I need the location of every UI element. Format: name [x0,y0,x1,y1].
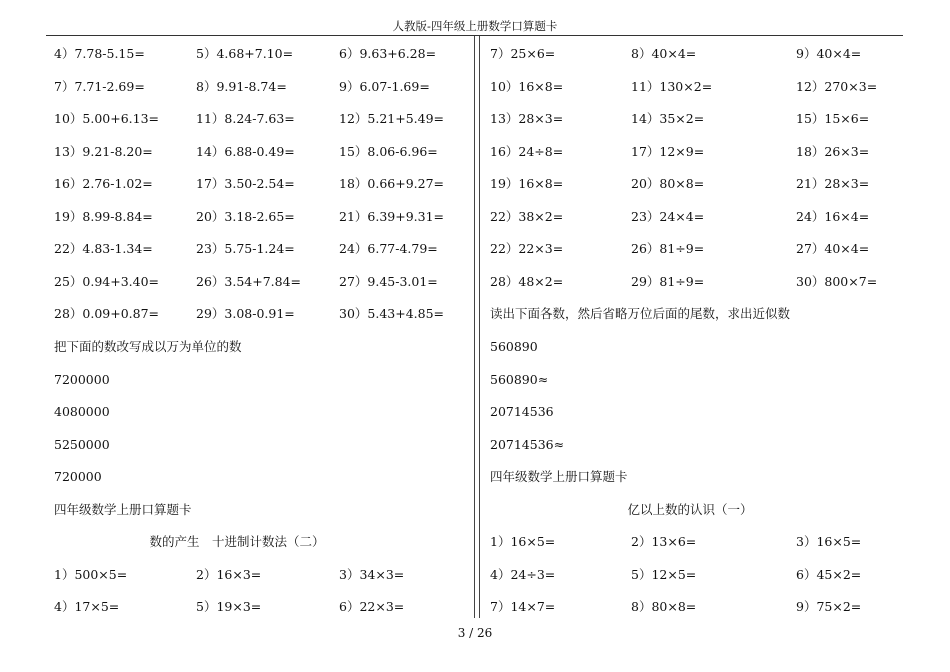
arithmetic-problem: 13）9.21-8.20= [54,143,153,159]
arithmetic-problem: 2）16×3= [196,566,262,582]
arithmetic-problem: 26）81÷9= [631,241,705,257]
arithmetic-problem: 11）8.24-7.63= [196,111,295,127]
arithmetic-problem: 16）2.76-1.02= [54,176,153,192]
arithmetic-problem: 7）14×7= [490,599,556,615]
arithmetic-problem: 18）26×3= [796,143,870,159]
page-number: 3 / 26 [457,626,493,640]
exercise-heading: 把下面的数改写成以万为单位的数 [54,338,242,354]
number-item: 20714536 [490,404,554,420]
arithmetic-problem: 8）40×4= [631,46,697,61]
arithmetic-problem: 6）45×2= [796,566,862,582]
arithmetic-problem: 25）0.94+3.40= [54,273,160,289]
arithmetic-problem: 22）22×3= [490,241,564,257]
arithmetic-problem: 21）6.39+9.31= [339,208,445,224]
arithmetic-problem: 28）48×2= [490,273,564,289]
section-title: 亿以上数的认识（一） [627,501,753,517]
arithmetic-problem: 4）24÷3= [490,566,556,582]
arithmetic-problem: 8）80×8= [631,599,697,615]
arithmetic-problem: 6）9.63+6.28= [339,46,437,61]
arithmetic-problem: 8）9.91-8.74= [196,78,287,94]
section-title: 数的产生 十进制计数法（二） [149,534,325,550]
arithmetic-problem: 26）3.54+7.84= [196,273,302,289]
arithmetic-problem: 15）8.06-6.96= [339,143,438,159]
page-header-title: 人教版-四年级上册数学口算题卡 [392,19,558,33]
arithmetic-problem: 14）35×2= [631,111,705,127]
arithmetic-problem: 9）75×2= [796,599,862,615]
arithmetic-problem: 30）800×7= [796,273,878,289]
arithmetic-problem: 29）81÷9= [631,273,705,289]
card-title: 四年级数学上册口算题卡 [54,501,192,517]
arithmetic-problem: 30）5.43+4.85= [339,306,445,322]
arithmetic-problem: 6）22×3= [339,599,405,615]
arithmetic-problem: 19）16×8= [490,176,564,192]
arithmetic-problem: 4）7.78-5.15= [54,46,145,61]
arithmetic-problem: 27）9.45-3.01= [339,273,438,289]
arithmetic-problem: 9）40×4= [796,46,862,61]
arithmetic-problem: 3）16×5= [796,534,862,550]
arithmetic-problem: 20）80×8= [631,176,705,192]
arithmetic-problem: 23）5.75-1.24= [196,241,295,257]
arithmetic-problem: 29）3.08-0.91= [196,306,295,322]
number-item: 720000 [54,469,102,485]
arithmetic-problem: 9）6.07-1.69= [339,78,430,94]
arithmetic-problem: 12）5.21+5.49= [339,111,445,127]
number-item: 560890 [490,338,538,354]
arithmetic-problem: 10）5.00+6.13= [54,111,160,127]
arithmetic-problem: 5）19×3= [196,599,262,615]
arithmetic-problem: 1）500×5= [54,566,128,582]
arithmetic-problem: 2）13×6= [631,534,697,550]
arithmetic-problem: 4）17×5= [54,599,120,615]
number-item: 560890≈ [490,371,549,387]
number-item: 7200000 [54,371,110,387]
arithmetic-problem: 17）12×9= [631,143,705,159]
arithmetic-problem: 14）6.88-0.49= [196,143,295,159]
arithmetic-problem: 19）8.99-8.84= [54,208,153,224]
arithmetic-problem: 5）12×5= [631,566,697,582]
arithmetic-problem: 24）16×4= [796,208,870,224]
arithmetic-problem: 16）24÷8= [490,143,564,159]
arithmetic-problem: 27）40×4= [796,241,870,257]
number-item: 20714536≈ [490,436,565,452]
arithmetic-problem: 7）25×6= [490,46,556,61]
arithmetic-problem: 22）4.83-1.34= [54,241,153,257]
arithmetic-problem: 12）270×3= [796,78,878,94]
arithmetic-problem: 22）38×2= [490,208,564,224]
column-divider [474,36,480,618]
arithmetic-problem: 5）4.68+7.10= [196,46,294,61]
arithmetic-problem: 21）28×3= [796,176,870,192]
arithmetic-problem: 20）3.18-2.65= [196,208,295,224]
number-item: 4080000 [54,404,110,420]
arithmetic-problem: 15）15×6= [796,111,870,127]
arithmetic-problem: 28）0.09+0.87= [54,306,160,322]
arithmetic-problem: 23）24×4= [631,208,705,224]
arithmetic-problem: 17）3.50-2.54= [196,176,295,192]
arithmetic-problem: 18）0.66+9.27= [339,176,445,192]
arithmetic-problem: 24）6.77-4.79= [339,241,438,257]
number-item: 5250000 [54,436,110,452]
card-title: 四年级数学上册口算题卡 [490,469,628,485]
arithmetic-problem: 13）28×3= [490,111,564,127]
exercise-heading: 读出下面各数，然后省略万位后面的尾数，求出近似数 [490,306,791,322]
arithmetic-problem: 7）7.71-2.69= [54,78,145,94]
arithmetic-problem: 3）34×3= [339,566,405,582]
arithmetic-problem: 1）16×5= [490,534,556,550]
arithmetic-problem: 11）130×2= [631,78,713,94]
arithmetic-problem: 10）16×8= [490,78,564,94]
